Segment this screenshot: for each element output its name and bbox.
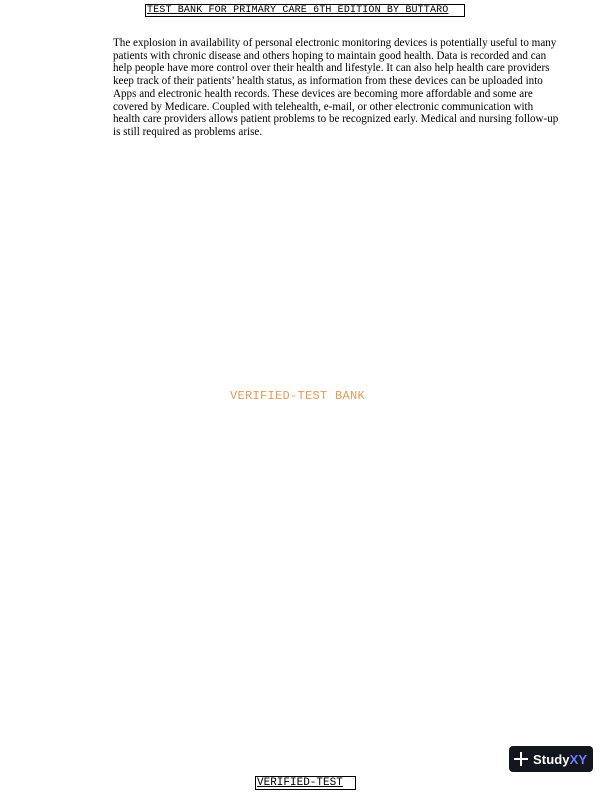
plus-icon xyxy=(514,752,528,766)
brand-xy: XY xyxy=(569,751,588,767)
watermark-verified-test-bank: VERIFIED-TEST BANK xyxy=(230,389,366,403)
brand-study: Study xyxy=(533,751,570,767)
studyxy-badge[interactable] xyxy=(509,746,593,772)
footer-watermark: VERIFIED-TEST xyxy=(255,776,356,790)
page-header-title: TEST BANK FOR PRIMARY CARE 6TH EDITION BY BUTTARO xyxy=(145,4,465,17)
body-paragraph: The explosion in availability of personal electronic monitoring devices is potentially useful to many patients with chronic disease and others hoping to maintain good health. Data is recorded and can help people have more control over their health and lifestyle. It can also help health care providers keep track of their patients’ health status, as information from these devices can be uploaded into Apps and electronic health records. These devices are becoming more affordable and some are covered by Medicare. Coupled with telehealth, e-mail, or other electronic communication with health care providers allows patient problems to be recognized early. Medical and nursing follow-up is still required as problems arise. xyxy=(113,37,559,138)
studyxy-logo-text xyxy=(533,752,587,767)
